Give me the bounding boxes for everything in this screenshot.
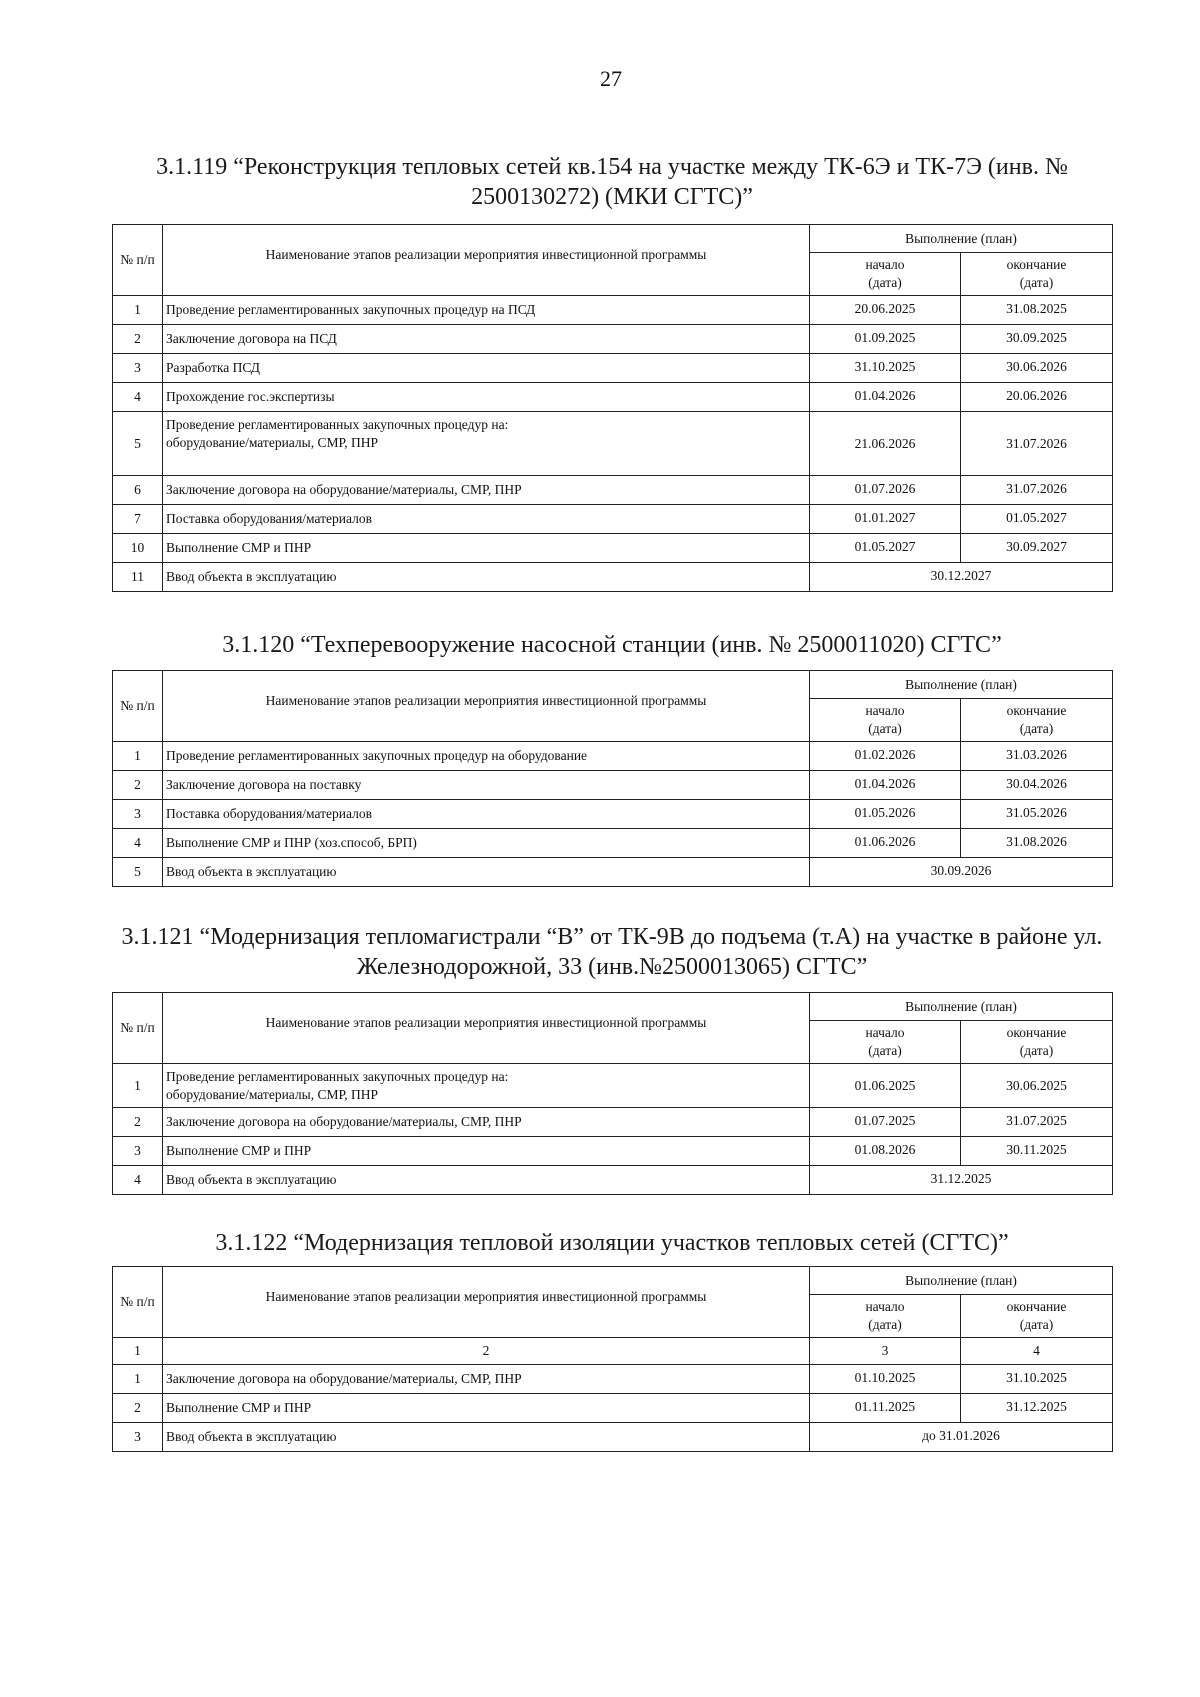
- row-name: Выполнение СМР и ПНР: [163, 534, 810, 563]
- table-row: [113, 412, 1113, 476]
- header-execution: Выполнение (план): [810, 671, 1113, 699]
- table-row: [113, 296, 1113, 325]
- table-row: [113, 534, 1113, 563]
- row-start-date: 01.05.2026: [810, 800, 961, 829]
- row-end-date: 20.06.2026: [961, 383, 1113, 412]
- row-num: 2: [113, 325, 163, 354]
- header-name: Наименование этапов реализации мероприятия инвестиционной программы: [163, 671, 810, 742]
- row-num: 3: [113, 354, 163, 383]
- row-num: 4: [113, 829, 163, 858]
- table-row: [113, 1166, 1113, 1195]
- table-row: [113, 383, 1113, 412]
- row-start-date: 01.09.2025: [810, 325, 961, 354]
- row-end-date: 01.05.2027: [961, 505, 1113, 534]
- row-start-date: 01.06.2026: [810, 829, 961, 858]
- column-number: 2: [163, 1338, 810, 1365]
- section-title-line: 3.1.120 “Техперевооружение насосной станции (инв. № 2500011020) СГТС”: [222, 632, 1002, 658]
- table-row: [113, 563, 1113, 592]
- header-execution: Выполнение (план): [810, 225, 1113, 253]
- table-row: [113, 800, 1113, 829]
- table-row: [113, 1394, 1113, 1423]
- row-name: Поставка оборудования/материалов: [163, 505, 810, 534]
- row-end-date: 31.08.2026: [961, 829, 1113, 858]
- row-num: 7: [113, 505, 163, 534]
- row-num: 4: [113, 383, 163, 412]
- header-start: [810, 699, 961, 742]
- row-end-date: 31.12.2025: [961, 1394, 1113, 1423]
- column-number-row: [113, 1338, 1113, 1365]
- header-row: [113, 671, 1113, 699]
- row-name: Ввод объекта в эксплуатацию: [163, 1166, 810, 1195]
- header-num: № п/п: [113, 993, 163, 1064]
- row-start-date: 01.05.2027: [810, 534, 961, 563]
- section-3-1-120: [112, 630, 1112, 887]
- row-num: 3: [113, 1137, 163, 1166]
- row-date: 30.09.2026: [810, 858, 1113, 887]
- row-end-date: 31.07.2026: [961, 412, 1113, 476]
- row-num: 5: [113, 412, 163, 476]
- table-row: [113, 771, 1113, 800]
- row-name: Поставка оборудования/материалов: [163, 800, 810, 829]
- row-start-date: 01.07.2025: [810, 1108, 961, 1137]
- row-end-date: 30.06.2026: [961, 354, 1113, 383]
- header-date-label: (дата): [868, 1043, 902, 1058]
- table-row: [113, 1108, 1113, 1137]
- header-row: [113, 993, 1113, 1021]
- header-end: [961, 1021, 1113, 1064]
- table-row: [113, 1423, 1113, 1452]
- table-row: [113, 1137, 1113, 1166]
- header-num: № п/п: [113, 225, 163, 296]
- header-date-label: (дата): [1019, 721, 1054, 736]
- section-3-1-119: [112, 152, 1112, 592]
- row-name: Выполнение СМР и ПНР: [163, 1394, 810, 1423]
- row-num: 5: [113, 858, 163, 887]
- row-start-date: 01.06.2025: [810, 1064, 961, 1108]
- row-num: 4: [113, 1166, 163, 1195]
- header-start-label: начало: [865, 1025, 905, 1040]
- page-number: 27: [600, 66, 622, 91]
- header-date-label: (дата): [1019, 1043, 1054, 1058]
- row-name: Заключение договора на оборудование/материалы, СМР, ПНР: [163, 476, 810, 505]
- header-num: № п/п: [113, 1267, 163, 1338]
- header-end: [961, 1295, 1113, 1338]
- row-start-date: 01.02.2026: [810, 742, 961, 771]
- header-execution: Выполнение (план): [810, 993, 1113, 1021]
- column-number: 1: [113, 1338, 163, 1365]
- section-3-1-121: [112, 922, 1112, 1195]
- header-start: [810, 1021, 961, 1064]
- section-title: [112, 152, 1112, 212]
- row-start-date: 21.06.2026: [810, 412, 961, 476]
- row-name: Заключение договора на ПСД: [163, 325, 810, 354]
- row-name-line: оборудование/материалы, СМР, ПНР: [166, 435, 379, 450]
- table-row: [113, 354, 1113, 383]
- table-row: [113, 858, 1113, 887]
- stages-table: [112, 670, 1113, 887]
- row-name: Ввод объекта в эксплуатацию: [163, 858, 810, 887]
- header-end-label: окончание: [1006, 1025, 1067, 1040]
- row-name: Заключение договора на поставку: [163, 771, 810, 800]
- row-num: 2: [113, 1394, 163, 1423]
- header-row: [113, 1267, 1113, 1295]
- row-num: 2: [113, 771, 163, 800]
- column-number: 4: [961, 1338, 1113, 1365]
- row-name: Проведение регламентированных закупочных процедур на ПСД: [163, 296, 810, 325]
- header-date-label: (дата): [1019, 1317, 1054, 1332]
- row-date: 30.12.2027: [810, 563, 1113, 592]
- row-num: 1: [113, 1064, 163, 1108]
- table-row: [113, 325, 1113, 354]
- section-title-line: 3.1.121 “Модернизация тепломагистрали “В” от ТК-9В до подъема (т.А) на участке в районе ул.: [121, 924, 1103, 950]
- header-num: № п/п: [113, 671, 163, 742]
- row-start-date: 01.07.2026: [810, 476, 961, 505]
- row-end-date: 31.08.2025: [961, 296, 1113, 325]
- header-date-label: (дата): [1019, 275, 1054, 290]
- stages-table: [112, 224, 1113, 592]
- row-start-date: 01.01.2027: [810, 505, 961, 534]
- row-start-date: 01.11.2025: [810, 1394, 961, 1423]
- row-end-date: 31.07.2025: [961, 1108, 1113, 1137]
- table-row: [113, 505, 1113, 534]
- row-num: 3: [113, 800, 163, 829]
- header-date-label: (дата): [868, 721, 902, 736]
- row-name: [163, 1064, 810, 1108]
- row-name: Разработка ПСД: [163, 354, 810, 383]
- table-row: [113, 476, 1113, 505]
- row-num: 2: [113, 1108, 163, 1137]
- row-name: [163, 412, 810, 476]
- row-start-date: 01.04.2026: [810, 771, 961, 800]
- section-title-line: 2500130272) (МКИ СГТС)”: [471, 184, 753, 210]
- section-3-1-122: [112, 1228, 1112, 1452]
- table-row: [113, 742, 1113, 771]
- row-num: 10: [113, 534, 163, 563]
- row-end-date: 30.06.2025: [961, 1064, 1113, 1108]
- section-title: [112, 922, 1112, 982]
- row-start-date: 20.06.2025: [810, 296, 961, 325]
- row-name-line: Проведение регламентированных закупочных процедур на:: [166, 417, 509, 432]
- row-name-line: оборудование/материалы, СМР, ПНР: [166, 1086, 379, 1102]
- row-end-date: 30.11.2025: [961, 1137, 1113, 1166]
- header-end-label: окончание: [1006, 257, 1067, 272]
- column-number: 3: [810, 1338, 961, 1365]
- row-name: Заключение договора на оборудование/материалы, СМР, ПНР: [163, 1365, 810, 1394]
- row-name-line: Проведение регламентированных закупочных процедур на:: [166, 1068, 509, 1084]
- table-row: [113, 829, 1113, 858]
- row-name: Выполнение СМР и ПНР (хоз.способ, БРП): [163, 829, 810, 858]
- row-name: Выполнение СМР и ПНР: [163, 1137, 810, 1166]
- header-end-label: окончание: [1006, 703, 1067, 718]
- header-name: Наименование этапов реализации мероприятия инвестиционной программы: [163, 225, 810, 296]
- row-end-date: 30.09.2027: [961, 534, 1113, 563]
- section-title-line: Железнодорожной, 33 (инв.№2500013065) СГТС”: [356, 954, 868, 980]
- row-num: 11: [113, 563, 163, 592]
- row-start-date: 01.10.2025: [810, 1365, 961, 1394]
- row-end-date: 31.07.2026: [961, 476, 1113, 505]
- row-end-date: 31.03.2026: [961, 742, 1113, 771]
- row-start-date: 01.04.2026: [810, 383, 961, 412]
- row-date: 31.12.2025: [810, 1166, 1113, 1195]
- row-num: 1: [113, 1365, 163, 1394]
- header-end-label: окончание: [1006, 1299, 1067, 1314]
- header-row: [113, 225, 1113, 253]
- section-title-line: 3.1.122 “Модернизация тепловой изоляции участков тепловых сетей (СГТС)”: [215, 1230, 1009, 1256]
- table-row: [113, 1064, 1113, 1108]
- row-start-date: 01.08.2026: [810, 1137, 961, 1166]
- stages-table: [112, 1266, 1113, 1452]
- header-end: [961, 699, 1113, 742]
- section-title: [112, 630, 1112, 660]
- row-start-date: 31.10.2025: [810, 354, 961, 383]
- row-end-date: 31.05.2026: [961, 800, 1113, 829]
- row-end-date: 30.04.2026: [961, 771, 1113, 800]
- header-name: Наименование этапов реализации мероприятия инвестиционной программы: [163, 1267, 810, 1338]
- header-date-label: (дата): [868, 275, 902, 290]
- header-name: Наименование этапов реализации мероприятия инвестиционной программы: [163, 993, 810, 1064]
- stages-table: [112, 992, 1113, 1195]
- header-date-label: (дата): [868, 1317, 902, 1332]
- header-start: [810, 253, 961, 296]
- header-execution: Выполнение (план): [810, 1267, 1113, 1295]
- row-end-date: 30.09.2025: [961, 325, 1113, 354]
- row-name: Ввод объекта в эксплуатацию: [163, 1423, 810, 1452]
- row-name: Заключение договора на оборудование/материалы, СМР, ПНР: [163, 1108, 810, 1137]
- row-num: 1: [113, 296, 163, 325]
- header-start-label: начало: [865, 257, 905, 272]
- row-name: Прохождение гос.экспертизы: [163, 383, 810, 412]
- section-title: [112, 1228, 1112, 1258]
- header-end: [961, 253, 1113, 296]
- row-end-date: 31.10.2025: [961, 1365, 1113, 1394]
- row-date: до 31.01.2026: [810, 1423, 1113, 1452]
- row-name: Проведение регламентированных закупочных процедур на оборудование: [163, 742, 810, 771]
- row-num: 6: [113, 476, 163, 505]
- row-num: 3: [113, 1423, 163, 1452]
- row-name: Ввод объекта в эксплуатацию: [163, 563, 810, 592]
- table-row: [113, 1365, 1113, 1394]
- header-start-label: начало: [865, 703, 905, 718]
- header-start-label: начало: [865, 1299, 905, 1314]
- row-num: 1: [113, 742, 163, 771]
- header-start: [810, 1295, 961, 1338]
- section-title-line: 3.1.119 “Реконструкция тепловых сетей кв.154 на участке между ТК-6Э и ТК-7Э (инв. №: [156, 154, 1068, 180]
